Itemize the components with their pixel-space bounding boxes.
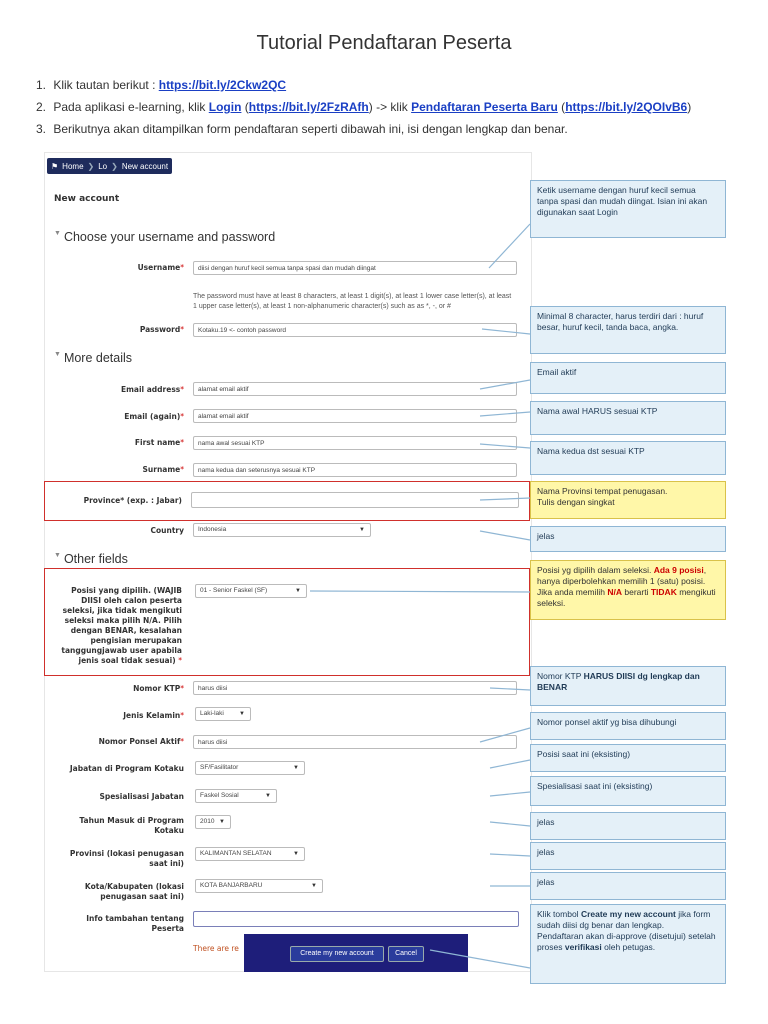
collapse-icon: ▼ (54, 230, 61, 237)
username-input[interactable]: diisi dengan huruf kecil semua tanpa spasi dan mudah diingat (193, 261, 517, 275)
jabatan-label: Jabatan di Program Kotaku (69, 764, 184, 773)
note-tahun: jelas (530, 812, 726, 840)
email-again-label: Email (again)* (124, 412, 184, 421)
chevron-right-icon: ❯ (87, 161, 95, 171)
jenis-kelamin-label: Jenis Kelamin* (123, 711, 184, 720)
section-more-details[interactable]: ▼ More details (54, 351, 133, 365)
surname-input[interactable]: nama kedua dan seterusnya sesuai KTP (193, 463, 517, 477)
step-2: 2. Pada aplikasi e-learning, klik Login (https://bit.ly/2FzRAfh) -> klik Pendaftaran Peserta Baru (https://bit.ly/2QOIvB6) (36, 100, 692, 114)
breadcrumb-current: New account (121, 161, 169, 171)
note-password: Minimal 8 character, harus terdiri dari : huruf besar, huruf kecil, tanda baca, angka. (530, 306, 726, 354)
required-fields-note: There are re (193, 944, 239, 953)
collapse-icon: ▼ (54, 351, 61, 358)
steps-list (36, 74, 756, 140)
password-input[interactable]: Kotaku.19 <- contoh password (193, 323, 517, 337)
chevron-right-icon: ❯ (111, 161, 118, 171)
chevron-down-icon: ▼ (293, 765, 299, 771)
country-select[interactable]: Indonesia ▼ (193, 523, 371, 537)
first-name-label: First name* (134, 438, 184, 447)
link-bitly-1[interactable]: https://bit.ly/2Ckw2QC (158, 78, 287, 92)
kota-select[interactable]: KOTA BANJARBARU ▼ (195, 879, 323, 893)
section-username[interactable]: ▼ Choose your username and password (54, 230, 276, 244)
section-other-fields[interactable]: ▼ Other fields (54, 552, 128, 566)
note-provinsi: jelas (530, 842, 726, 870)
kota-label: Kota/Kabupaten (lokasi penugasan saat ini) (84, 882, 184, 901)
provinsi-select[interactable]: KALIMANTAN SELATAN ▼ (195, 847, 305, 861)
note-posisi: Posisi yg dipilih dalam seleksi. Ada 9 posisi, hanya diperbolehkan memilih 1 (satu) posisi. Jika anda memilih N/A berarti TIDAK mengikuti seleksi. (530, 560, 726, 620)
first-name-input[interactable]: nama awal sesuai KTP (193, 436, 517, 450)
tahun-select[interactable]: 2010 ▼ (195, 815, 231, 829)
link-bitly-3[interactable]: https://bit.ly/2QOIvB6 (565, 100, 688, 114)
chevron-down-icon: ▼ (219, 819, 225, 825)
email-label: Email address* (120, 385, 184, 394)
chevron-down-icon: ▼ (239, 711, 245, 717)
jabatan-select[interactable]: SF/Fasilitator ▼ (195, 761, 305, 775)
info-textarea[interactable] (193, 911, 519, 927)
link-login[interactable]: Login (208, 100, 242, 114)
tahun-label: Tahun Masuk di Program Kotaku (79, 816, 184, 835)
step-3: 3. Berikutnya akan ditampilkan form pendaftaran seperti dibawah ini, isi dengan lengkap dan benar. (36, 122, 568, 136)
email-input[interactable]: alamat email aktif (193, 382, 517, 396)
email-again-input[interactable]: alamat email aktif (193, 409, 517, 423)
ktp-label: Nomor KTP* (133, 684, 184, 693)
breadcrumb (47, 158, 172, 174)
create-account-button[interactable]: Create my new account (290, 946, 384, 962)
cancel-button[interactable]: Cancel (388, 946, 424, 962)
surname-label: Surname* (142, 465, 184, 474)
password-label: Password* (139, 325, 184, 334)
note-surname: Nama kedua dst sesuai KTP (530, 441, 726, 475)
note-jabatan: Posisi saat ini (eksisting) (530, 744, 726, 772)
spesialisasi-label: Spesialisasi Jabatan (99, 792, 184, 801)
username-label: Username* (137, 263, 184, 272)
chevron-down-icon: ▼ (293, 851, 299, 857)
spesialisasi-select[interactable]: Faskel Sosial ▼ (195, 789, 277, 803)
ponsel-input[interactable]: harus diisi (193, 735, 517, 749)
posisi-select[interactable]: 01 - Senior Faskel (SF) ▼ (195, 584, 307, 598)
ponsel-label: Nomor Ponsel Aktif* (98, 737, 184, 746)
province-label: Province* (exp. : Jabar) (83, 496, 182, 505)
note-spesialisasi: Spesialisasi saat ini (eksisting) (530, 776, 726, 806)
ktp-input[interactable]: harus diisi (193, 681, 517, 695)
note-create-account: Klik tombol Create my new account jika form sudah diisi dg benar dan lengkap. Pendaftaran akan di-approve (disetujui) setelah proses verifikasi oleh petugas. (530, 904, 726, 984)
password-help: The password must have at least 8 characters, at least 1 digit(s), at least 1 lower case letter(s), at least 1 upper case letter(s), at least 1 non-alphanumeric character(s) such as as *, -, or # (193, 293, 512, 310)
jenis-kelamin-select[interactable]: Laki-laki ▼ (195, 707, 251, 721)
note-first-name: Nama awal HARUS sesuai KTP (530, 401, 726, 435)
note-username: Ketik username dengan huruf kecil semua tanpa spasi dan mudah diingat. Isian ini akan digunakan saat Login (530, 180, 726, 238)
link-bitly-2[interactable]: https://bit.ly/2FzRAfh (248, 100, 369, 114)
note-ktp: Nomor KTP HARUS DIISI dg lengkap dan BENAR (530, 666, 726, 706)
collapse-icon: ▼ (54, 552, 61, 559)
note-ponsel: Nomor ponsel aktif yg bisa dihubungi (530, 712, 726, 740)
province-input[interactable] (191, 492, 519, 508)
note-email: Email aktif (530, 362, 726, 394)
link-pendaftaran[interactable]: Pendaftaran Peserta Baru (411, 100, 558, 114)
breadcrumb-lo[interactable]: Lo (98, 161, 108, 171)
info-label: Info tambahan tentang Peserta (86, 914, 184, 933)
page-title: Tutorial Pendaftaran Peserta (256, 32, 512, 54)
posisi-label: Posisi yang dipilih. (WAJIB DIISI oleh calon peserta seleksi, jika tidak mengikuti seleksi maka pilih N/A. Pilih dengan BENAR, kesalahan pengisian merupakan tanggungjawab user apabila jenis soal tidak sesuai) * (61, 586, 182, 665)
chevron-down-icon: ▼ (265, 793, 271, 799)
provinsi-label: Provinsi (lokasi penugasan saat ini) (69, 849, 184, 868)
country-label: Country (150, 526, 184, 535)
chevron-down-icon: ▼ (295, 588, 301, 594)
note-province: Nama Provinsi tempat penugasan. Tulis dengan singkat (530, 481, 726, 519)
home-icon: ⚑ (51, 161, 59, 171)
chevron-down-icon: ▼ (311, 883, 317, 889)
note-kota: jelas (530, 872, 726, 900)
chevron-down-icon: ▼ (359, 527, 365, 533)
step-1: 1. Klik tautan berikut : https://bit.ly/2Ckw2QC (36, 78, 287, 92)
breadcrumb-home[interactable]: Home (62, 161, 84, 171)
form-heading: New account (54, 194, 120, 204)
note-country: jelas (530, 526, 726, 552)
